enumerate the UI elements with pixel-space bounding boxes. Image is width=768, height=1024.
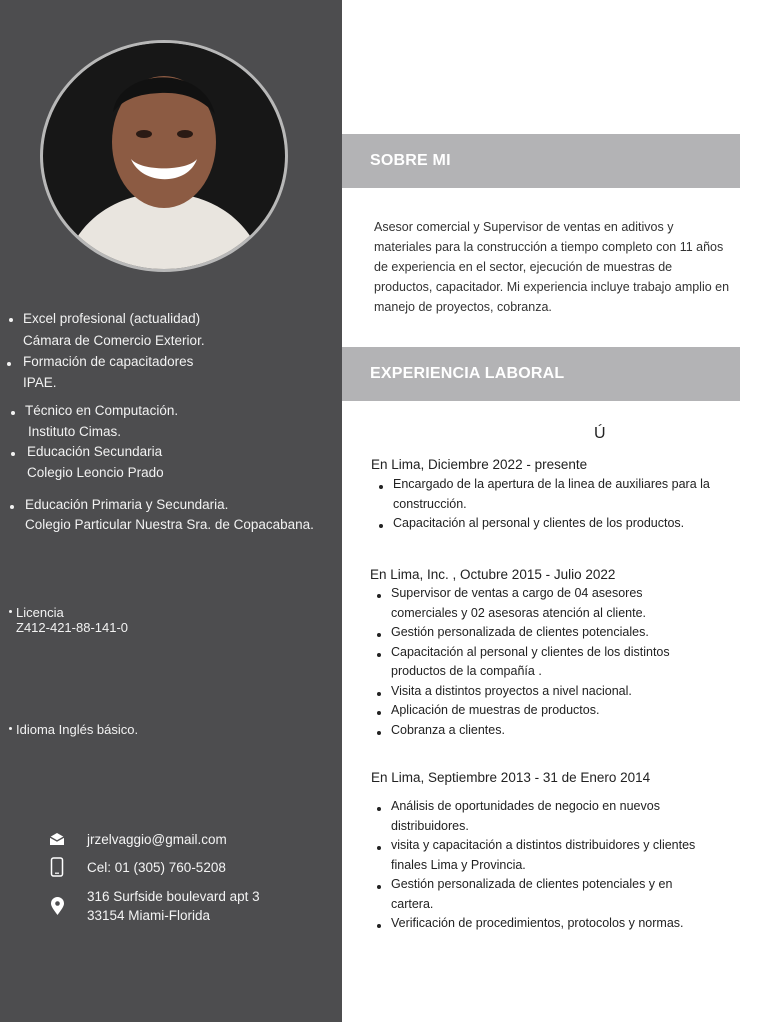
education-bullet [11, 411, 15, 415]
job-3-title: En Lima, Septiembre 2013 - 31 de Enero 2014 [371, 770, 651, 785]
job-1-list [373, 475, 713, 534]
education-bullet [7, 362, 11, 366]
education-item-3-place: Instituto Cimas. [28, 424, 122, 439]
experience-header: EXPERIENCIA LABORAL [342, 347, 740, 401]
education-item-5-title: Educación Primaria y Secundaria. [25, 497, 229, 512]
list-item: Visita a distintos proyectos a nivel nacional. [371, 682, 711, 702]
education-bullet [11, 452, 15, 456]
education-item-3-title: Técnico en Computación. [25, 403, 179, 418]
map-pin-icon [48, 897, 66, 915]
education-item-2-title: Formación de capacitadores [23, 354, 194, 369]
contact-email[interactable]: jrzelvaggio@gmail.com [87, 832, 227, 847]
language-text: Idioma Inglés básico. [16, 722, 139, 737]
education-item-4-title: Educación Secundaria [27, 444, 163, 459]
profile-photo-image [43, 43, 285, 269]
education-item-2-place: IPAE. [23, 375, 57, 390]
license-bullet [9, 610, 12, 613]
list-item: Capacitación al personal y clientes de los distintos productos de la compañía . [371, 643, 711, 682]
list-item: Cobranza a clientes. [371, 721, 711, 741]
contact-phone[interactable]: Cel: 01 (305) 760-5208 [87, 860, 226, 875]
education-item-4-place: Colegio Leoncio Prado [27, 465, 164, 480]
list-item: Supervisor de ventas a cargo de 04 asesores comerciales y 02 asesoras atención al cliente. [371, 584, 711, 623]
list-item: Encargado de la apertura de la linea de auxiliares para la construcción. [373, 475, 713, 514]
list-item: Capacitación al personal y clientes de los productos. [373, 514, 713, 534]
license-label: Licencia [16, 605, 64, 620]
envelope-icon [48, 830, 66, 848]
sidebar [0, 0, 342, 1022]
license-number: Z412-421-88-141-0 [16, 620, 129, 635]
education-item-5-place: Colegio Particular Nuestra Sra. de Copacabana. [25, 517, 314, 532]
list-item: Análisis de oportunidades de negocio en nuevos distribuidores. [371, 797, 701, 836]
list-item: visita y capacitación a distintos distribuidores y clientes finales Lima y Provincia. [371, 836, 701, 875]
contact-phone-row[interactable] [48, 858, 226, 877]
stray-character: Ú [594, 425, 606, 442]
education-item-1-place: Cámara de Comercio Exterior. [23, 333, 205, 348]
job-2-title: En Lima, Inc. , Octubre 2015 - Julio 2022 [370, 567, 616, 582]
about-header: SOBRE MI [342, 134, 740, 188]
education-item-1-title: Excel profesional (actualidad) [23, 311, 201, 326]
job-3-list [371, 797, 701, 934]
language-bullet [9, 727, 12, 730]
contact-email-row[interactable] [48, 830, 227, 849]
contact-address-row [48, 887, 260, 925]
about-text: Asesor comercial y Supervisor de ventas en aditivos y materiales para la construcción a tiempo completo con 11 años de experiencia en el sector, ejecución de muestras de productos, capacitador. Mi experiencia incluye trabajo amplio en manejo de proyectos, cobranza. [374, 220, 730, 314]
education-bullet [9, 318, 13, 322]
education-bullet [10, 505, 14, 509]
list-item: Verificación de procedimientos, protocolos y normas. [371, 914, 701, 934]
profile-photo [40, 40, 288, 272]
list-item: Gestión personalizada de clientes potenciales. [371, 623, 711, 643]
job-2-list [371, 584, 711, 740]
contact-address: 316 Surfside boulevard apt 3 33154 Miami-Florida [87, 889, 260, 923]
phone-icon [48, 858, 66, 876]
list-item: Gestión personalizada de clientes potenciales y en cartera. [371, 875, 701, 914]
job-1-title: En Lima, Diciembre 2022 - presente [371, 457, 588, 472]
list-item: Aplicación de muestras de productos. [371, 701, 711, 721]
